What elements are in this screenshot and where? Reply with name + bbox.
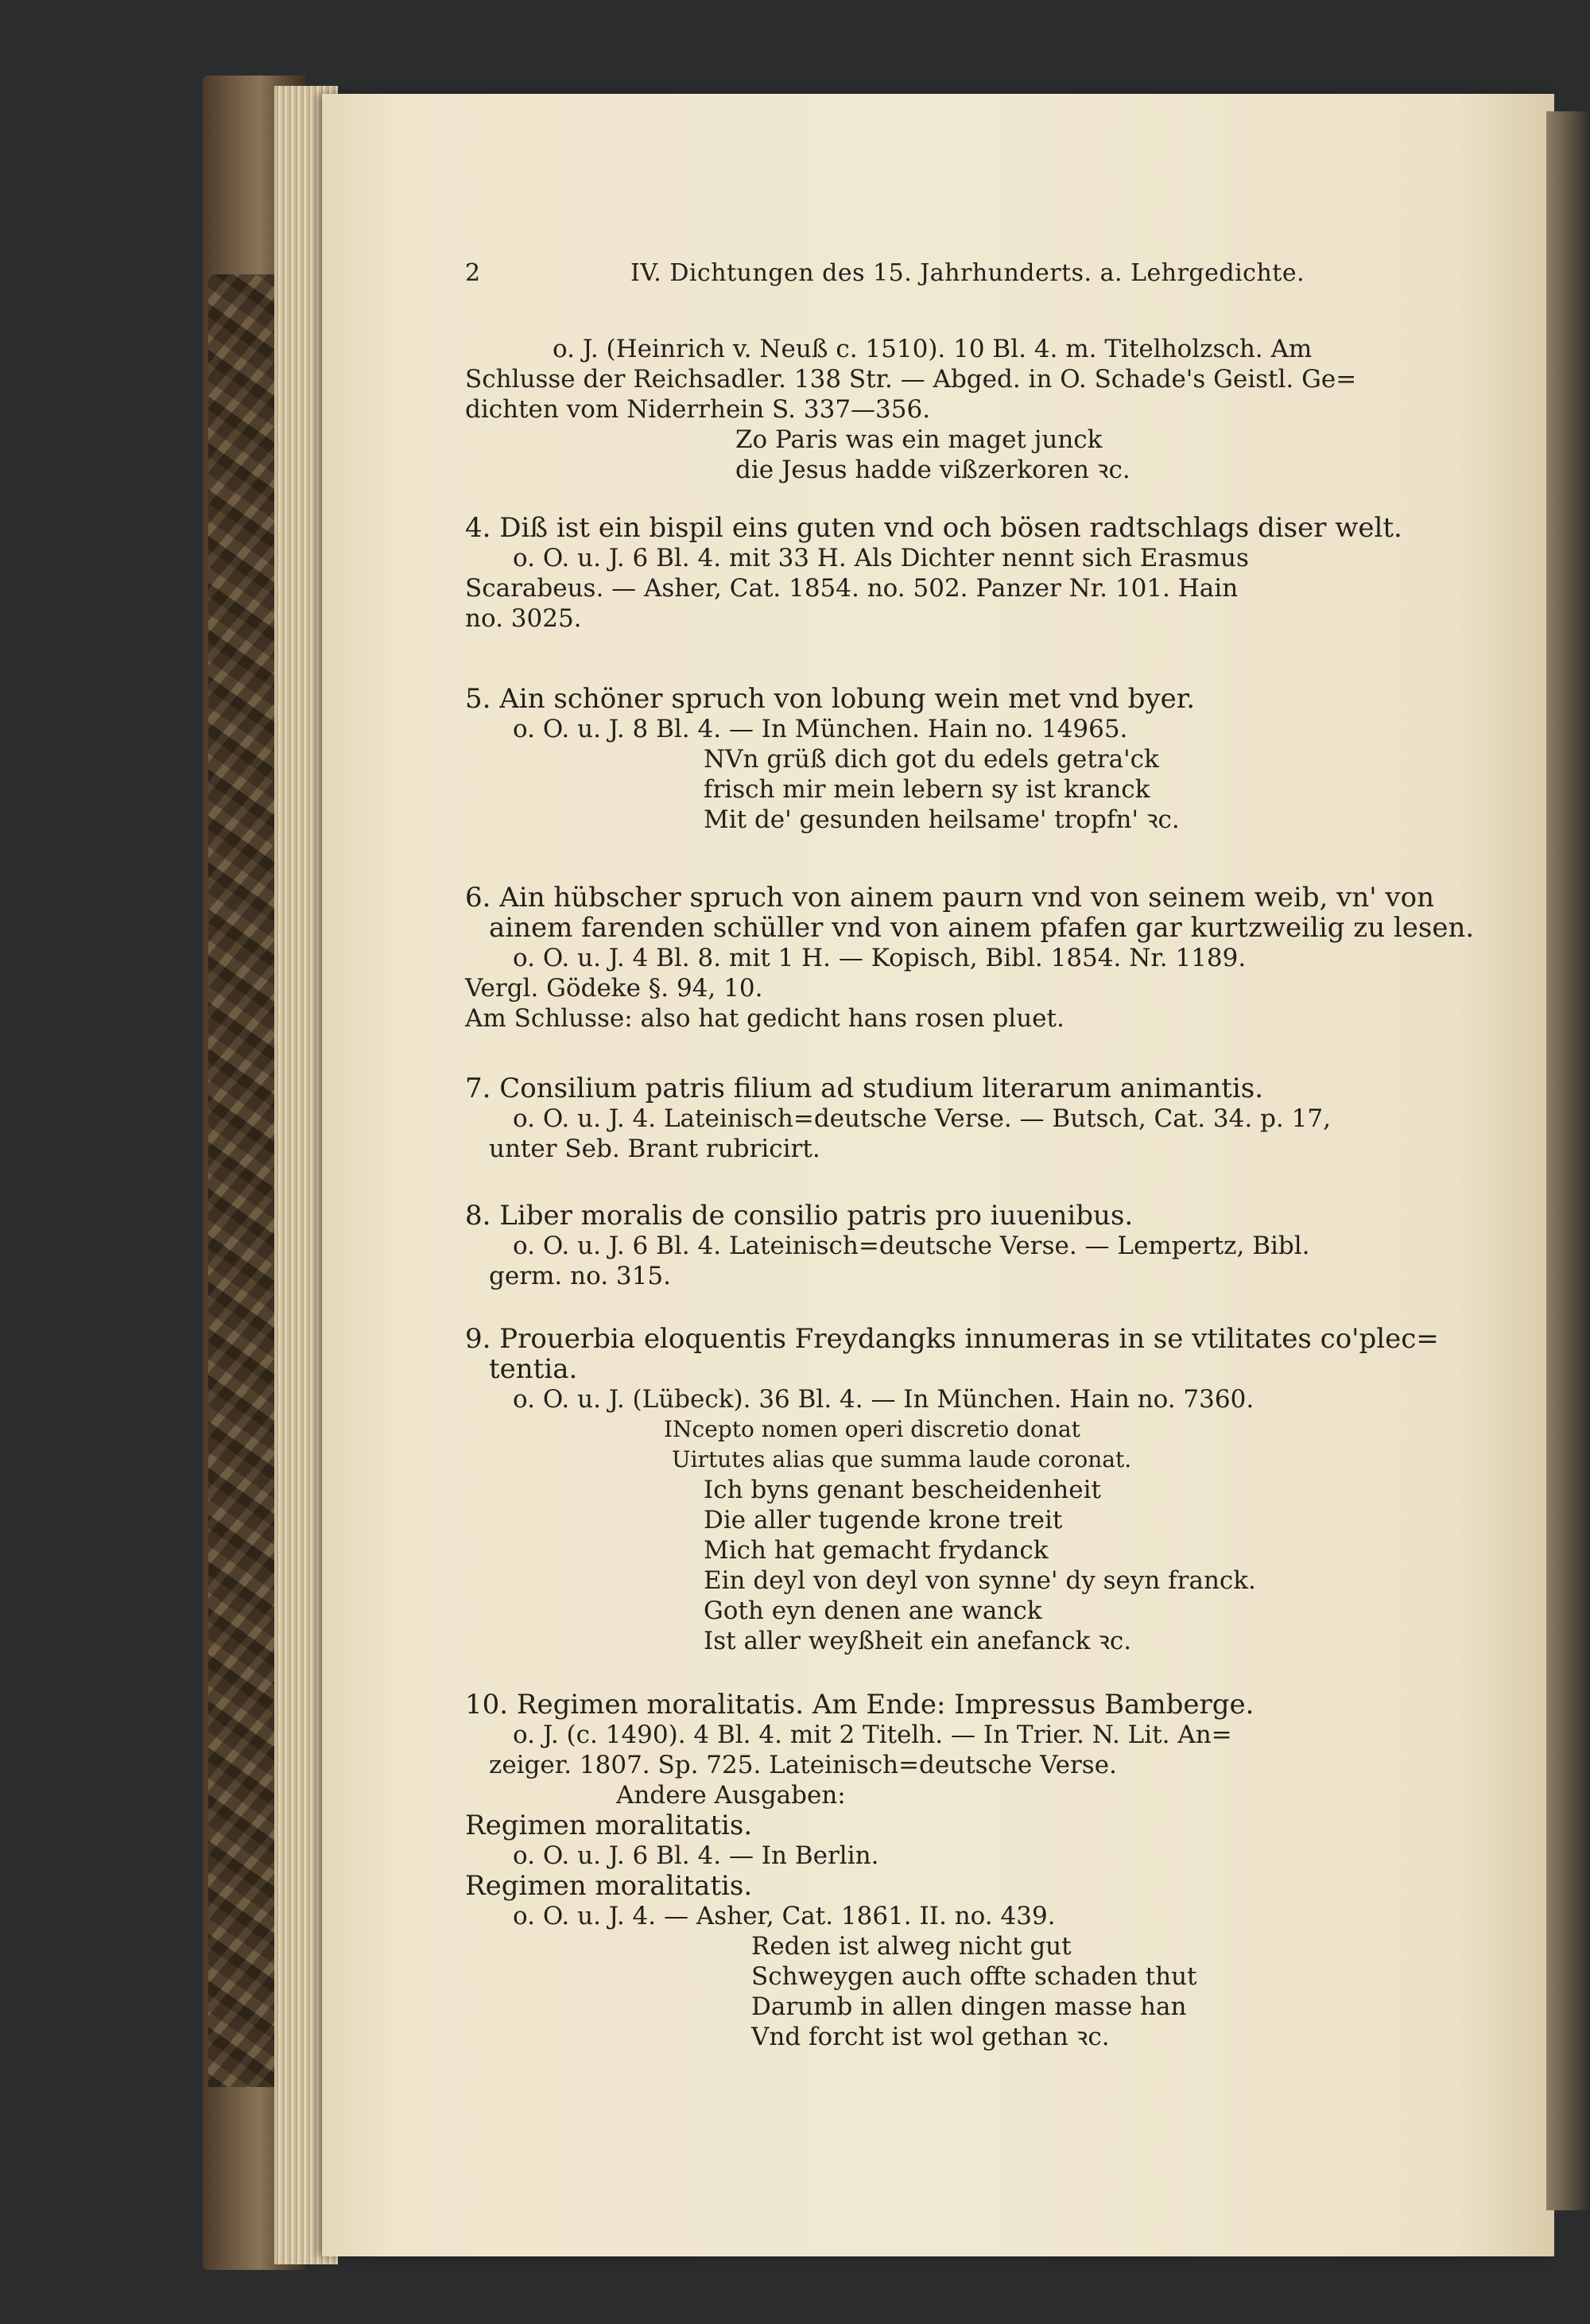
entry-continuation: [465, 334, 1499, 485]
entry-5: [465, 684, 1499, 835]
verse-line: Ist aller weyßheit ein anefanck ꝛc.: [704, 1627, 1132, 1655]
entry-title-text: Diß ist ein bispil eins guten vnd och bösen radtschlags diser welt.: [499, 512, 1402, 544]
verse-line: Darumb in allen dingen masse han: [751, 1992, 1187, 2021]
verse-line: INcepto nomen operi discretio donat: [664, 1416, 1080, 1442]
verse-line: Mich hat gemacht frydanck: [704, 1536, 1049, 1565]
entry-number: 10.: [465, 1689, 509, 1721]
text-line: o. O. u. J. 8 Bl. 4. — In München. Hain no. 14965.: [513, 715, 1128, 743]
entry-title-text: Prouerbia eloquentis Freydangks innumeras in se vtilitates co'plec=: [499, 1323, 1439, 1355]
text-line: o. O. u. J. 6 Bl. 4. Lateinisch=deutsche Verse. — Lempertz, Bibl.: [513, 1232, 1310, 1260]
sub-title: Regimen moralitatis.: [465, 1870, 753, 1902]
text-line: Am Schlusse: also hat gedicht hans rosen pluet.: [465, 1004, 1065, 1033]
entry-number: 6.: [465, 882, 491, 914]
entry-title: [465, 883, 1499, 913]
running-head: IV. Dichtungen des 15. Jahrhunderts. a. Lehrgedichte.: [630, 259, 1305, 287]
entry-title-text: Regimen moralitatis. Am Ende: Impressus Bamberge.: [516, 1689, 1255, 1721]
entry-title: [465, 1201, 1499, 1231]
entry-number: 7.: [465, 1073, 491, 1104]
entry-title: [465, 684, 1499, 714]
text-line: o. J. (c. 1490). 4 Bl. 4. mit 2 Titelh. — In Trier. N. Lit. An=: [513, 1721, 1232, 1749]
entry-number: 9.: [465, 1323, 491, 1355]
entry-title-text: Consilium patris filium ad studium literarum animantis.: [499, 1073, 1264, 1104]
entry-title-text: Liber moralis de consilio patris pro iuuenibus.: [499, 1200, 1134, 1232]
text-line: o. O. u. J. 4. Lateinisch=deutsche Verse. — Butsch, Cat. 34. p. 17,: [513, 1104, 1331, 1133]
text-line: o. J. (Heinrich v. Neuß c. 1510). 10 Bl. 4. m. Titelholzsch. Am: [553, 335, 1313, 363]
entry-title: [465, 513, 1499, 543]
text-line: Vergl. Gödeke §. 94, 10.: [465, 974, 763, 1003]
verse-line: Schweygen auch offte schaden thut: [751, 1962, 1197, 1991]
text-line: germ. no. 315.: [489, 1262, 671, 1290]
entry-7: [465, 1073, 1499, 1164]
entry-title: [465, 1690, 1499, 1720]
text-line: o. O. u. J. 6 Bl. 4. mit 33 H. Als Dichter nennt sich Erasmus: [513, 544, 1249, 572]
verse-line: die Jesus hadde vißzerkoren ꝛc.: [735, 456, 1130, 484]
verse-line: Goth eyn denen ane wanck: [704, 1597, 1042, 1625]
text-line: zeiger. 1807. Sp. 725. Lateinisch=deutsche Verse.: [489, 1751, 1117, 1779]
text-line: Andere Ausgaben:: [616, 1781, 846, 1810]
sub-title: Regimen moralitatis.: [465, 1810, 753, 1841]
text-line: o. O. u. J. 4 Bl. 8. mit 1 H. — Kopisch, Bibl. 1854. Nr. 1189.: [513, 944, 1247, 972]
text-line: Schlusse der Reichsadler. 138 Str. — Abged. in O. Schade's Geistl. Ge=: [465, 365, 1357, 394]
entry-title: [465, 1324, 1499, 1354]
entry-number: 8.: [465, 1200, 491, 1232]
entry-number: 4.: [465, 512, 491, 544]
entry-9: [465, 1324, 1499, 1656]
text-line: o. O. u. J. 4. — Asher, Cat. 1861. II. no. 439.: [513, 1902, 1056, 1930]
marbled-cover-pattern: [208, 274, 284, 2087]
verse-line: Die aller tugende krone treit: [704, 1506, 1063, 1534]
entry-4: [465, 513, 1499, 634]
entry-title-text: tentia.: [489, 1353, 578, 1385]
text-line: unter Seb. Brant rubricirt.: [489, 1135, 820, 1163]
entry-title: [465, 1073, 1499, 1104]
verse-line: Ein deyl von deyl von synne' dy seyn franck.: [704, 1566, 1256, 1595]
text-line: Scarabeus. — Asher, Cat. 1854. no. 502. Panzer Nr. 101. Hain: [465, 574, 1239, 603]
verse-line: Ich byns genant bescheidenheit: [704, 1476, 1101, 1504]
text-line: dichten vom Niderrhein S. 337—356.: [465, 395, 931, 424]
entry-title-text: Ain schöner spruch von lobung wein met vnd byer.: [499, 683, 1196, 715]
verse-line: Reden ist alweg nicht gut: [751, 1932, 1072, 1961]
text-line: o. O. u. J. 6 Bl. 4. — In Berlin.: [513, 1841, 879, 1870]
verse-line: Mit de' gesunden heilsame' tropfn' ꝛc.: [704, 805, 1180, 834]
entry-title-text: Ain hübscher spruch von ainem paurn vnd von seinem weib, vn' von: [499, 882, 1435, 914]
entry-10: [465, 1690, 1499, 2052]
verse-line: Uirtutes alias que summa laude coronat.: [672, 1446, 1132, 1472]
verse-line: Zo Paris was ein maget junck: [735, 425, 1103, 454]
entry-8: [465, 1201, 1499, 1291]
entry-number: 5.: [465, 683, 491, 715]
verse-line: Vnd forcht ist wol gethan ꝛc.: [751, 2023, 1110, 2051]
entry-6: [465, 883, 1499, 1034]
page-number: 2: [465, 259, 481, 287]
text-line: no. 3025.: [465, 604, 582, 633]
text-line: o. O. u. J. (Lübeck). 36 Bl. 4. — In München. Hain no. 7360.: [513, 1385, 1255, 1414]
page-right-edge: [1546, 111, 1590, 2210]
verse-line: frisch mir mein lebern sy ist kranck: [704, 775, 1150, 804]
verse-line: NVn grüß dich got du edels getra'ck: [704, 745, 1159, 774]
entry-title-text: ainem farenden schüller vnd von ainem pfafen gar kurtzweilig zu lesen.: [489, 912, 1475, 944]
